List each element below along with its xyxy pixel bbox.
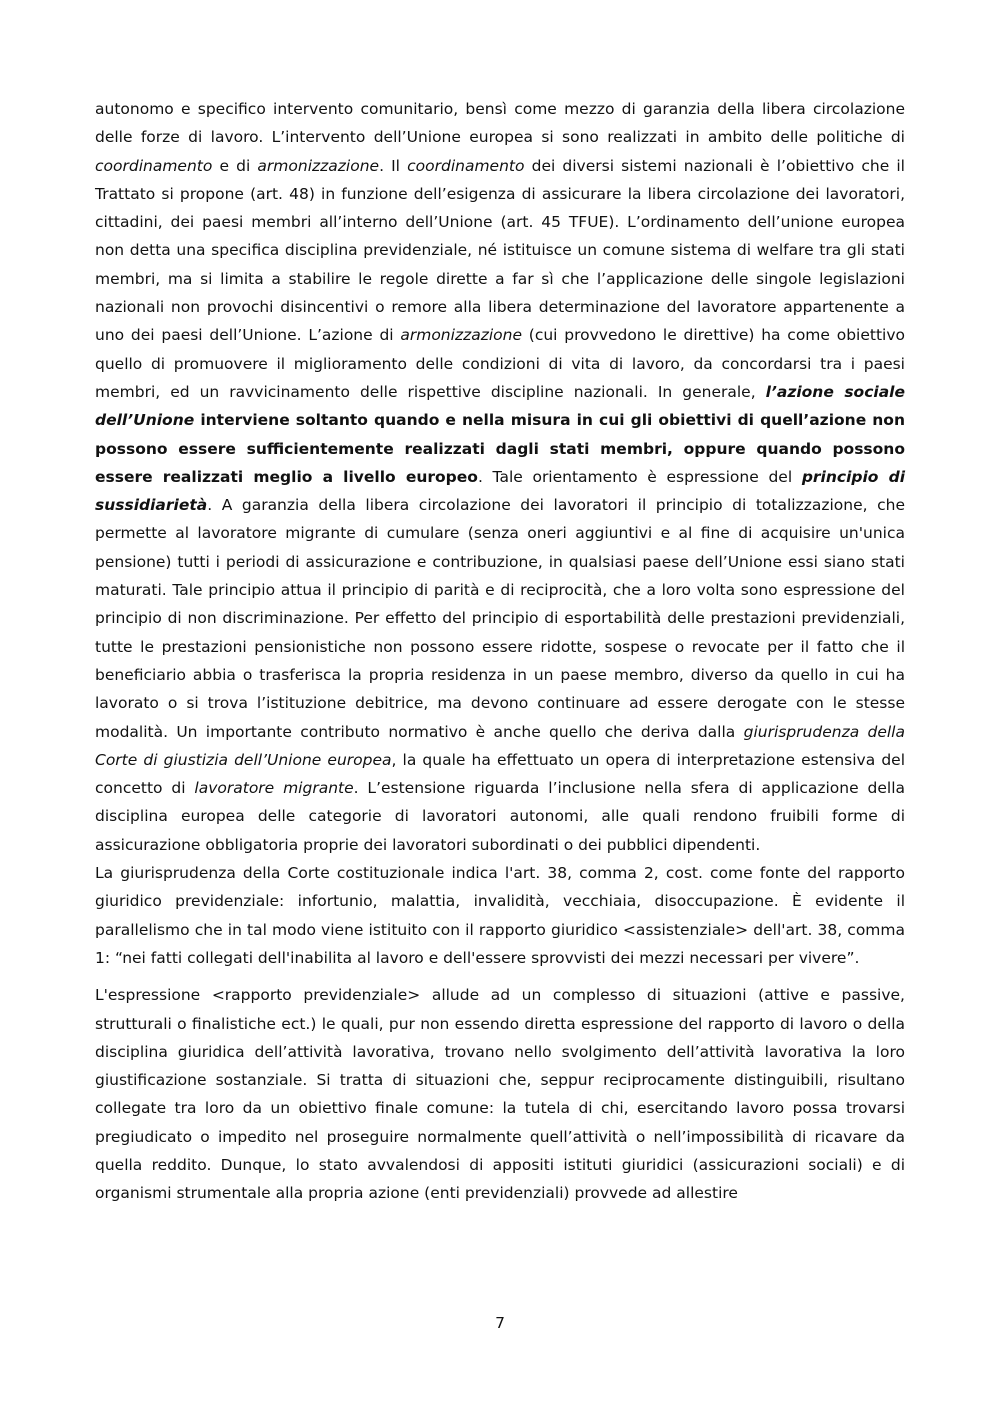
paragraph-constitutional-court (95, 859, 905, 972)
text-run: . Il (379, 156, 408, 175)
paragraph-eu-social-policy (95, 95, 905, 859)
text-run: L'espressione <rapporto previdenziale> allude ad un complesso di situazioni (attive e passive, strutturali o finalistiche ect.) le quali, pur non essendo diretta espressione del rapporto di lavoro o della disciplina giuridica dell’attività lavorativa, trovano nello svolgimento dell’attività lavorativa la loro giustificazione sostanziale. Si tratta di situazioni che, seppur reciprocamente distinguibili, risultano collegate tra loro da un obiettivo finale comune: la tutela di chi, esercitando lavoro possa trovarsi pregiudicato o impedito nel proseguire normalmente quell’attività o nell’impossibilità di ricavare da quella reddito. Dunque, lo stato avvalendosi di appositi istituti giuridici (assicurazioni sociali) e di organismi strumentale alla propria azione (enti previdenziali) provvede ad allestire (95, 986, 905, 1203)
page-number: 7 (495, 1314, 505, 1332)
text-run: e di (212, 156, 258, 175)
text-run: , la quale ha effettuato un opera di interpretazione estensiva del concetto di (95, 750, 905, 798)
text-run: . Tale orientamento è espressione del (477, 467, 802, 486)
text-run: (cui provvedono le direttive) ha come obiettivo quello di promuovere il miglioramento delle condizioni di vita di lavoro, da concordarsi tra i paesi membri, ed un ravvicinamento delle rispettive discipline nazionali. In generale, (95, 326, 905, 401)
paragraph-rapporto-previdenziale (95, 981, 905, 1207)
text-run: La giurisprudenza della Corte costituzionale indica l'art. 38, comma 2, cost. come fonte del rapporto giuridico previdenziale: infortunio, malattia, invalidità, vecchiaia, disoccupazione. È evidente il parallelismo che in tal modo viene istituito con il rapporto giuridico <assistenziale> dell'art. 38, comma 1: “nei fatti collegati dell'inabilita al lavoro e dell'essere sprovvisti dei mezzi necessari per vivere”. (95, 864, 905, 967)
text-run: autonomo e specifico intervento comunitario, bensì come mezzo di garanzia della libera circolazione delle forze di lavoro. L’intervento dell’Unione europea si sono realizzati in ambito delle politiche di (95, 100, 905, 147)
text-run: . L’estensione riguarda l’inclusione nella sfera di applicazione della disciplina europea delle categorie di lavoratori autonomi, alle quali rendono fruibili forme di assicurazione obbligatoria proprie dei lavoratori subordinati o dei pubblici dipendenti. (95, 779, 905, 854)
italic-term: coordinamento (407, 156, 525, 175)
bold-italic-text: principio di sussidiarietà (95, 467, 906, 515)
italic-term: coordinamento (95, 156, 213, 175)
bold-italic-text: l’azione sociale dell’Unione (95, 382, 905, 430)
italic-term: lavoratore migrante (194, 779, 354, 798)
text-run: dei diversi sistemi nazionali è l’obiettivo che il Trattato si propone (art. 48) in funzione dell’esigenza di assicurare la libera circolazione dei lavoratori, cittadini, dei paesi membri all’interno dell’Unione (art. 45 TFUE). L’ordinamento dell’unione europea non detta una specifica disciplina previdenziale, né istituisce un comune sistema di welfare tra gli stati membri, ma si limita a stabilire le regole dirette a far sì che l’applicazione delle singole legislazioni nazionali non provochi disincentivi o remore alla libera determinazione del lavoratore appartenente a uno dei paesi dell’Unione. L’azione di (95, 156, 905, 345)
text-run: . A garanzia della libera circolazione dei lavoratori il principio di totalizzazione, che permette al lavoratore migrante di cumulare (senza oneri aggiuntivi e al fine di acquisire un'unica pensione) tutti i periodi di assicurazione e contribuzione, in qualsiasi paese dell’Unione essi siano stati maturati. Tale principio attua il principio di parità e di reciprocità, che a loro volta sono espressione del principio di non discriminazione. Per effetto del principio di esportabilità delle prestazioni previdenziali, tutte le prestazioni pensionistiche non possono essere ridotte, sospese o revocate per il fatto che il beneficiario abbia o trasferisca la propria residenza in un paese membro, diverso da quello in cui ha lavorato o si trova l’istituzione debitrice, ma devono continuare ad essere derogate con le stesse modalità. Un importante contributo normativo è anche quello che deriva dalla (95, 496, 905, 741)
italic-term: armonizzazione (400, 326, 522, 345)
bold-statement: interviene soltanto quando e nella misura in cui gli obiettivi di quell’azione non possono essere sufficientemente realizzati dagli stati membri, oppure quando possono essere realizzati meglio a livello europeo (95, 411, 905, 486)
body-text (95, 95, 905, 1208)
italic-term: armonizzazione (257, 156, 380, 175)
italic-term: giurisprudenza della Corte di giustizia dell’Unione europea (95, 722, 905, 769)
